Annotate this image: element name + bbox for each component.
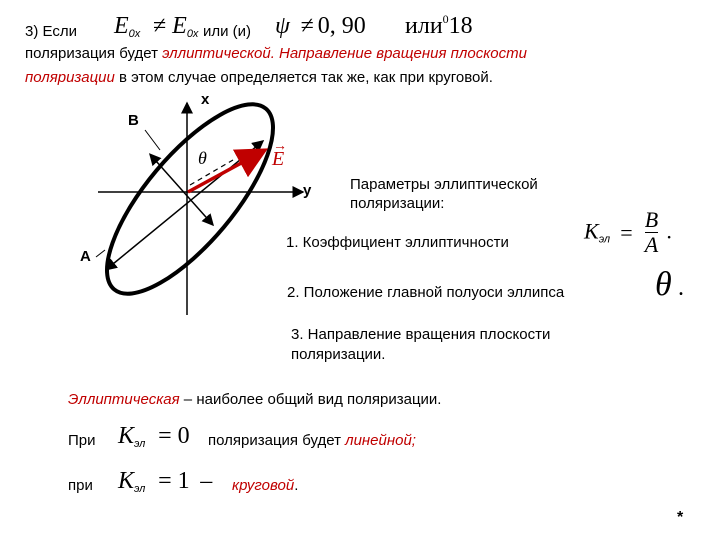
case-circular-label: при (68, 477, 93, 494)
theta-symbol: θ (655, 266, 672, 303)
case-linear-text: поляризация будет линейной; (208, 432, 416, 449)
param-3-text: 3. Направление вращения плоскости поляризации. (291, 326, 551, 363)
e0x-inequality: $E_{0x} \ne E_{0x}$ (114, 13, 199, 40)
circular-highlight: круговой (232, 477, 295, 494)
k-equals-1: $K_{эл} = 1$ – (118, 468, 213, 495)
a-leader-line (96, 250, 105, 257)
case-circular-text: круговой. (232, 477, 299, 494)
a-label: A (80, 248, 91, 265)
summary-line: Эллиптическая – наиболее общий вид поляризации. (68, 391, 442, 408)
k-formula: $K_{эл}$ = $\frac{B}{A}$ . (584, 207, 672, 257)
ellipse-line-3: поляризации в этом случае определяется так же, как при круговой. (25, 69, 493, 86)
param-2-text: 2. Положение главной полуоси эллипса (287, 284, 565, 301)
x-axis-label: x (201, 91, 210, 108)
psi-inequality: ψ ≠ 0, 90 (275, 13, 366, 39)
ellipse-line-2: поляризация будет эллиптической. Направление вращения плоскости (25, 45, 527, 62)
y-axis-label: y (303, 182, 312, 199)
k-equals-0: $K_{эл} = 0$ (118, 423, 190, 450)
e-symbol: E (172, 13, 187, 39)
case-linear-label: При (68, 432, 96, 449)
if-text: 3) Если (25, 23, 77, 40)
or-and-text: или (и) (203, 23, 252, 40)
e-symbol: E (114, 13, 129, 39)
or-180-text: или$^0$18 (405, 12, 473, 39)
slide-star-marker: * (677, 509, 684, 526)
theta-angle-label: θ (198, 148, 207, 168)
b-label: B (128, 112, 139, 129)
b-leader-line (145, 130, 160, 150)
ellipse-highlight: эллиптической. Направление вращения плоскости (162, 45, 527, 62)
linear-highlight: линейной (345, 432, 412, 449)
b-over-a: $\frac{B}{A}$ (644, 207, 659, 257)
e-vector-label: → E (272, 137, 287, 170)
param-1-text: 1. Коэффициент эллиптичности (286, 234, 509, 251)
minor-axis-b (156, 161, 213, 225)
params-title: Параметры эллиптической поляризации: (350, 176, 538, 212)
ellipse-diagram (0, 0, 360, 330)
